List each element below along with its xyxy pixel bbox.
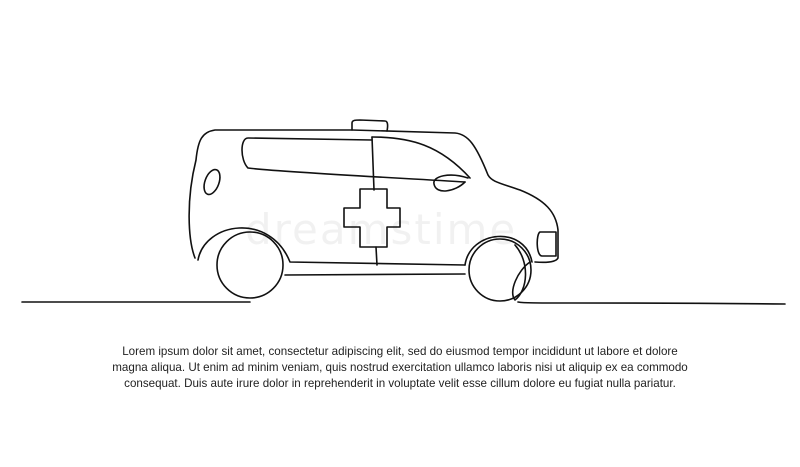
headlight <box>537 232 556 256</box>
caption-line: consequat. Duis aute irure dolor in reprehenderit in voluptate velit esse cillum dolore eu fugiat nulla pariatur. <box>124 377 676 390</box>
rocker-line <box>285 274 465 275</box>
caption-line: magna aliqua. Ut enim ad minim veniam, quis nostrud exercitation ullamco laboris nisi ut aliquip ex ea commodo <box>112 361 688 374</box>
side-mirror <box>434 175 468 191</box>
ground-line-right <box>518 302 785 304</box>
watermark: dreamstime <box>245 205 518 254</box>
tail-light <box>201 167 223 196</box>
roof-beacon <box>352 120 388 131</box>
front-window <box>372 137 470 178</box>
rear-window <box>242 138 465 182</box>
caption-text <box>60 344 740 392</box>
caption-line: Lorem ipsum dolor sit amet, consectetur adipiscing elit, sed do eiusmod tempor incididunt ut labore et dolore <box>122 345 678 358</box>
